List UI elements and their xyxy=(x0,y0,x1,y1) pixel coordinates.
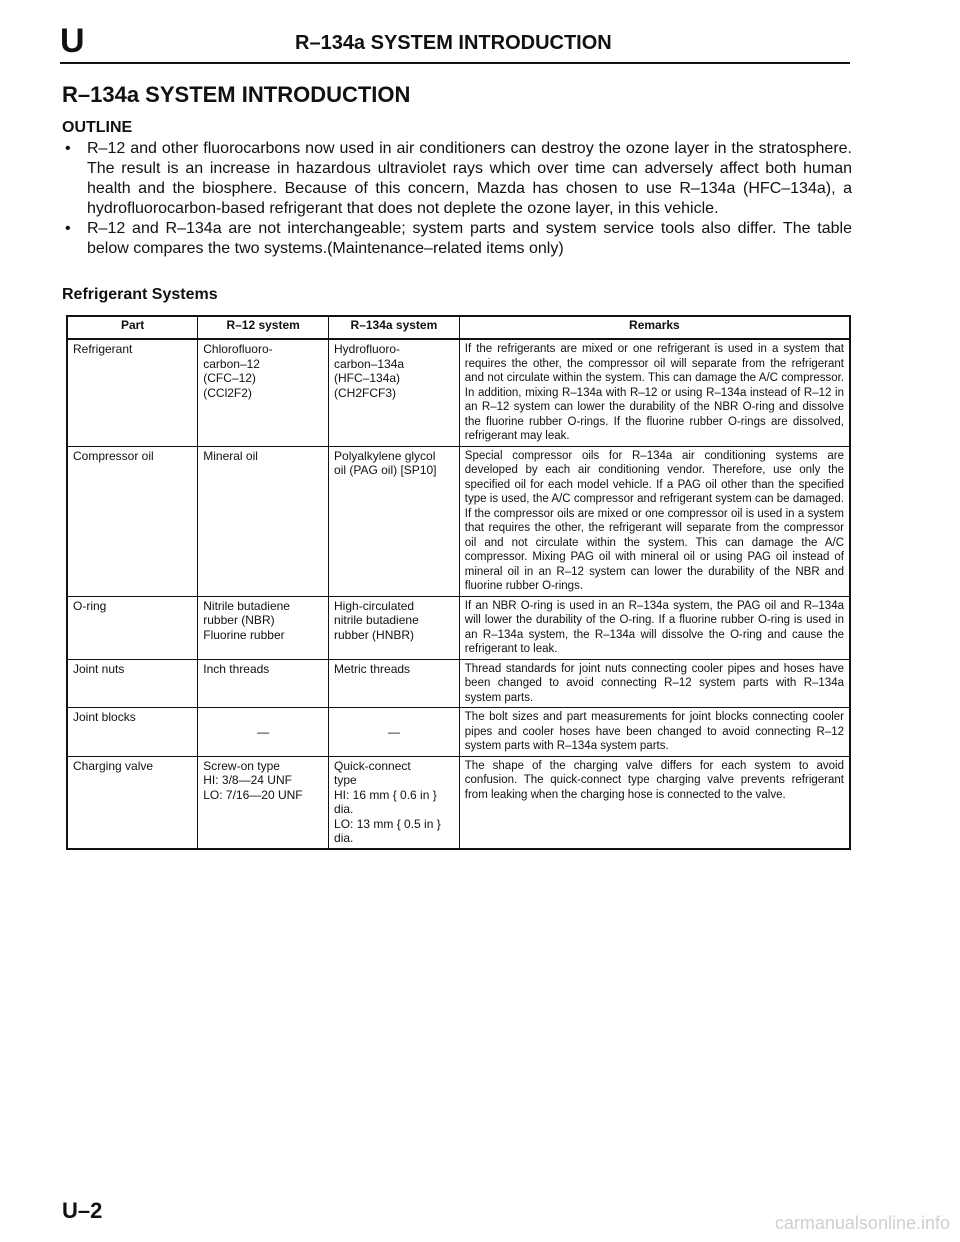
cell-line: (CFC–12) xyxy=(203,371,256,385)
cell-r12 xyxy=(198,708,329,757)
cell-line: Mineral oil xyxy=(203,448,258,463)
section-letter: U xyxy=(60,22,85,60)
table-body xyxy=(67,339,850,849)
cell-line: Nitrile butadiene xyxy=(203,598,290,613)
cell-line: carbon–134a xyxy=(334,356,405,371)
cell-line: carbon–12 xyxy=(203,356,260,371)
outline-heading: OUTLINE xyxy=(62,119,133,136)
page-header xyxy=(60,22,850,64)
table-header-row xyxy=(67,316,850,339)
table-row xyxy=(67,446,850,596)
cell-line: Screw-on type xyxy=(203,758,280,773)
cell-r134a xyxy=(329,756,460,849)
cell-line: Hydrofluoro- xyxy=(334,342,401,356)
cell-line: LO: 13 mm { 0.5 in } xyxy=(334,816,441,831)
table-row xyxy=(67,659,850,708)
cell-remarks: The bolt sizes and part measurements for joint blocks connecting cooler pipes and cooler hoses have been changed to avoid connecting R–12 system parts with R–134a system parts. xyxy=(459,708,850,757)
cell-line: rubber (HNBR) xyxy=(334,627,415,642)
cell-remarks: Special compressor oils for R–134a air conditioning systems are developed by each air conditioning vendor. Therefore, use only the specified oil for each model vehicle. If a PAG oil other than the specified type is used, the A/C compressor and refrigerant system can be damaged. If the compressor oils are mixed or one compressor oil is used in a system that requires the other, the refrigerant will separate from the compressor oil and not circulate within the system. This can damage the A/C compressor. Mixing PAG oil with mineral oil or using PAG oil instead of mineral oil in an R–12 system can lower the durability of the NBR and fluorine rubber O-rings. xyxy=(459,446,850,596)
cell-r134a xyxy=(329,446,460,596)
cell-r12 xyxy=(198,339,329,446)
cell-line: Metric threads xyxy=(334,661,411,676)
cell-remarks: The shape of the charging valve differs for each system to avoid confusion. The quick-connect type charging valve prevents refrigerant from leaking when the charging hose is connected to the valve. xyxy=(459,756,850,849)
cell-remarks: If the refrigerants are mixed or one refrigerant is used in a system that requires the other, the compressor oil will separate from the refrigerant and not circulate within the system. This can damage the A/C compressor. In addition, mixing R–134a with R–12 or using R–134a instead of R–12 in an R–12 system can lower the durability of the NBR O-ring and dissolve the fluorine rubber O-rings. If the fluorine rubber O-rings are dissolved, refrigerant may leak. xyxy=(459,339,850,446)
table-heading: Refrigerant Systems xyxy=(62,286,218,303)
header-title: R–134a SYSTEM INTRODUCTION xyxy=(295,32,612,54)
cell-r12 xyxy=(198,446,329,596)
cell-line: dia. xyxy=(334,831,354,845)
watermark: carmanualsonline.info xyxy=(774,1213,950,1233)
cell-r134a xyxy=(329,708,460,757)
cell-line: — xyxy=(387,724,400,739)
cell-r134a xyxy=(329,596,460,659)
cell-part: Charging valve xyxy=(67,756,198,849)
cell-line: — xyxy=(257,724,270,739)
cell-line: Polyalkylene glycol xyxy=(334,448,436,463)
outline-item: • R–12 and R–134a are not interchangeable; system parts and system service tools also differ. The table below compares the two systems.(Maintenance–related items only) xyxy=(62,219,852,259)
outline-item: • R–12 and other fluorocarbons now used in air conditioners can destroy the ozone layer in the stratosphere. The result is an increase in hazardous ultraviolet rays which over time can adversely affect both human health and the biosphere. Because of this concern, Mazda has chosen to use R–134a (HFC–134a), a hydrofluorocarbon-based refrigerant that does not deplete the ozone layer, in this vehicle. xyxy=(62,139,852,219)
cell-line: Inch threads xyxy=(203,661,270,676)
cell-part: Refrigerant xyxy=(67,339,198,446)
cell-line: (CH2FCF3) xyxy=(334,385,397,400)
cell-r134a xyxy=(329,339,460,446)
cell-r12 xyxy=(198,596,329,659)
cell-remarks: If an NBR O-ring is used in an R–134a system, the PAG oil and R–134a will lower the durability of the O-ring. If a fluorine rubber O-ring is used in an R–134a system, the R–134a will dissolve the O-ring and cause the refrigerant to leak. xyxy=(459,596,850,659)
cell-part: Compressor oil xyxy=(67,446,198,596)
cell-line: LO: 7/16—20 UNF xyxy=(203,787,303,802)
table-row xyxy=(67,708,850,757)
column-header-part: Part xyxy=(67,316,198,339)
cell-line: Quick-connect xyxy=(334,758,411,773)
cell-part: Joint nuts xyxy=(67,659,198,708)
cell-line: type xyxy=(334,773,357,787)
cell-part: Joint blocks xyxy=(67,708,198,757)
cell-remarks: Thread standards for joint nuts connecting cooler pipes and hoses have been changed to avoid connecting R–12 system parts with R–134a system parts. xyxy=(459,659,850,708)
column-header-r134a: R–134a system xyxy=(329,316,460,339)
cell-line: nitrile butadiene xyxy=(334,613,419,627)
cell-line: Chlorofluoro- xyxy=(203,342,273,356)
cell-part: O-ring xyxy=(67,596,198,659)
cell-line: Fluorine rubber xyxy=(203,627,285,642)
column-header-r12: R–12 system xyxy=(198,316,329,339)
outline-list xyxy=(62,139,852,259)
page-title: R–134a SYSTEM INTRODUCTION xyxy=(62,82,411,107)
cell-line: HI: 3/8—24 UNF xyxy=(203,773,292,787)
cell-line: High-circulated xyxy=(334,598,415,613)
table-row xyxy=(67,756,850,849)
cell-line: (CCl2F2) xyxy=(203,385,252,400)
column-header-remarks: Remarks xyxy=(459,316,850,339)
cell-line: oil (PAG oil) [SP10] xyxy=(334,463,437,477)
cell-line: (HFC–134a) xyxy=(334,371,401,385)
page-number: U–2 xyxy=(62,1198,103,1223)
cell-line: HI: 16 mm { 0.6 in } xyxy=(334,787,437,802)
cell-r12 xyxy=(198,659,329,708)
cell-line: rubber (NBR) xyxy=(203,613,275,627)
refrigerant-systems-table xyxy=(66,315,851,850)
cell-r134a xyxy=(329,659,460,708)
table-row xyxy=(67,596,850,659)
cell-r12 xyxy=(198,756,329,849)
table-row xyxy=(67,339,850,446)
cell-line: dia. xyxy=(334,802,354,816)
